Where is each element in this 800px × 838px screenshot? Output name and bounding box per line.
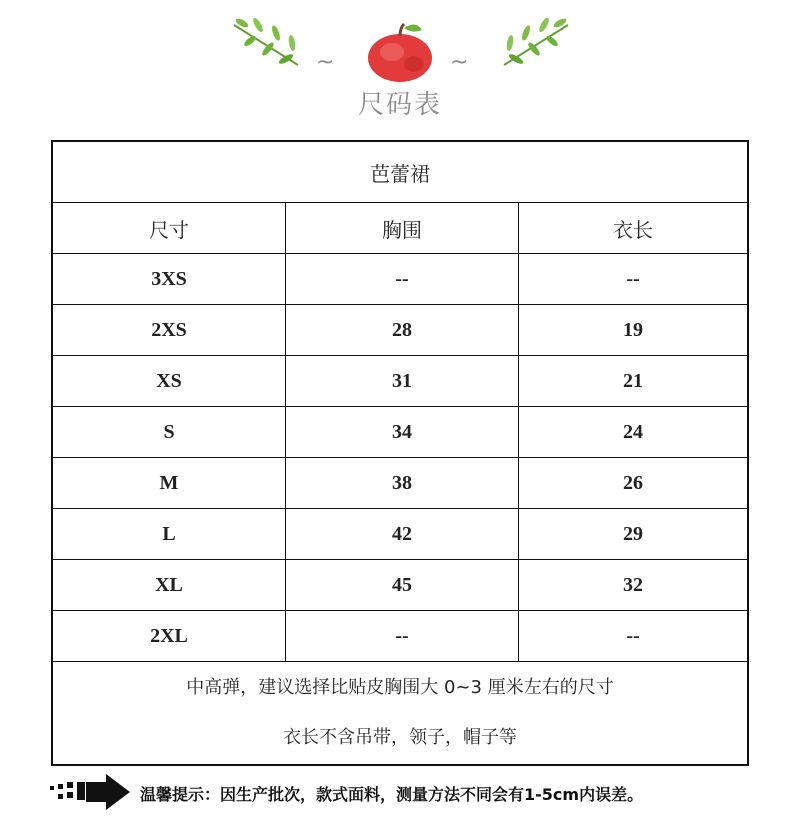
table-row (52, 305, 748, 356)
table-row (52, 356, 748, 407)
header (0, 0, 800, 130)
column-header-size: 尺寸 (52, 203, 286, 254)
cell-length: 24 (519, 407, 749, 458)
tip-text: 温馨提示：因生产批次，款式面料，测量方法不同会有1-5cm内误差。 (140, 785, 644, 804)
note-length: 衣长不含吊带，领子，帽子等 (283, 727, 517, 748)
cell-size: 3XS (52, 254, 286, 305)
arrow-right-icon (48, 772, 134, 812)
tilde-right: ~ (450, 50, 469, 75)
cell-size: 2XL (52, 611, 286, 662)
table-row (52, 407, 748, 458)
cell-size: 2XS (52, 305, 286, 356)
product-name: 芭蕾裙 (52, 141, 748, 203)
cell-chest: 38 (286, 458, 519, 509)
cell-size: M (52, 458, 286, 509)
tilde-left: ~ (316, 50, 335, 75)
cell-chest: 34 (286, 407, 519, 458)
cell-length: -- (519, 611, 749, 662)
cell-length: 21 (519, 356, 749, 407)
cell-size: XL (52, 560, 286, 611)
cell-size: L (52, 509, 286, 560)
table-header-row (52, 203, 748, 254)
table-row (52, 254, 748, 305)
notes-cell (52, 662, 748, 766)
apple-icon (364, 18, 436, 84)
cell-size: XS (52, 356, 286, 407)
tip-bar (48, 772, 768, 812)
table-row (52, 560, 748, 611)
cell-chest: 42 (286, 509, 519, 560)
cell-chest: 31 (286, 356, 519, 407)
cell-length: 29 (519, 509, 749, 560)
column-header-length: 衣长 (519, 203, 749, 254)
leaves-right-icon (500, 15, 572, 75)
table-row (52, 509, 748, 560)
cell-length: 19 (519, 305, 749, 356)
cell-length: 26 (519, 458, 749, 509)
cell-length: 32 (519, 560, 749, 611)
size-table (51, 140, 749, 766)
column-header-chest: 胸围 (286, 203, 519, 254)
cell-size: S (52, 407, 286, 458)
cell-length: -- (519, 254, 749, 305)
table-row (52, 611, 748, 662)
cell-chest: -- (286, 611, 519, 662)
cell-chest: 28 (286, 305, 519, 356)
leaves-left-icon (230, 15, 302, 75)
cell-chest: -- (286, 254, 519, 305)
table-row (52, 458, 748, 509)
note-elasticity: 中高弹，建议选择比贴皮胸围大 0~3 厘米左右的尺寸 (186, 677, 614, 698)
notes-row (52, 662, 748, 766)
page-title: 尺码表 (357, 90, 442, 120)
cell-chest: 45 (286, 560, 519, 611)
table-title-row (52, 141, 748, 203)
